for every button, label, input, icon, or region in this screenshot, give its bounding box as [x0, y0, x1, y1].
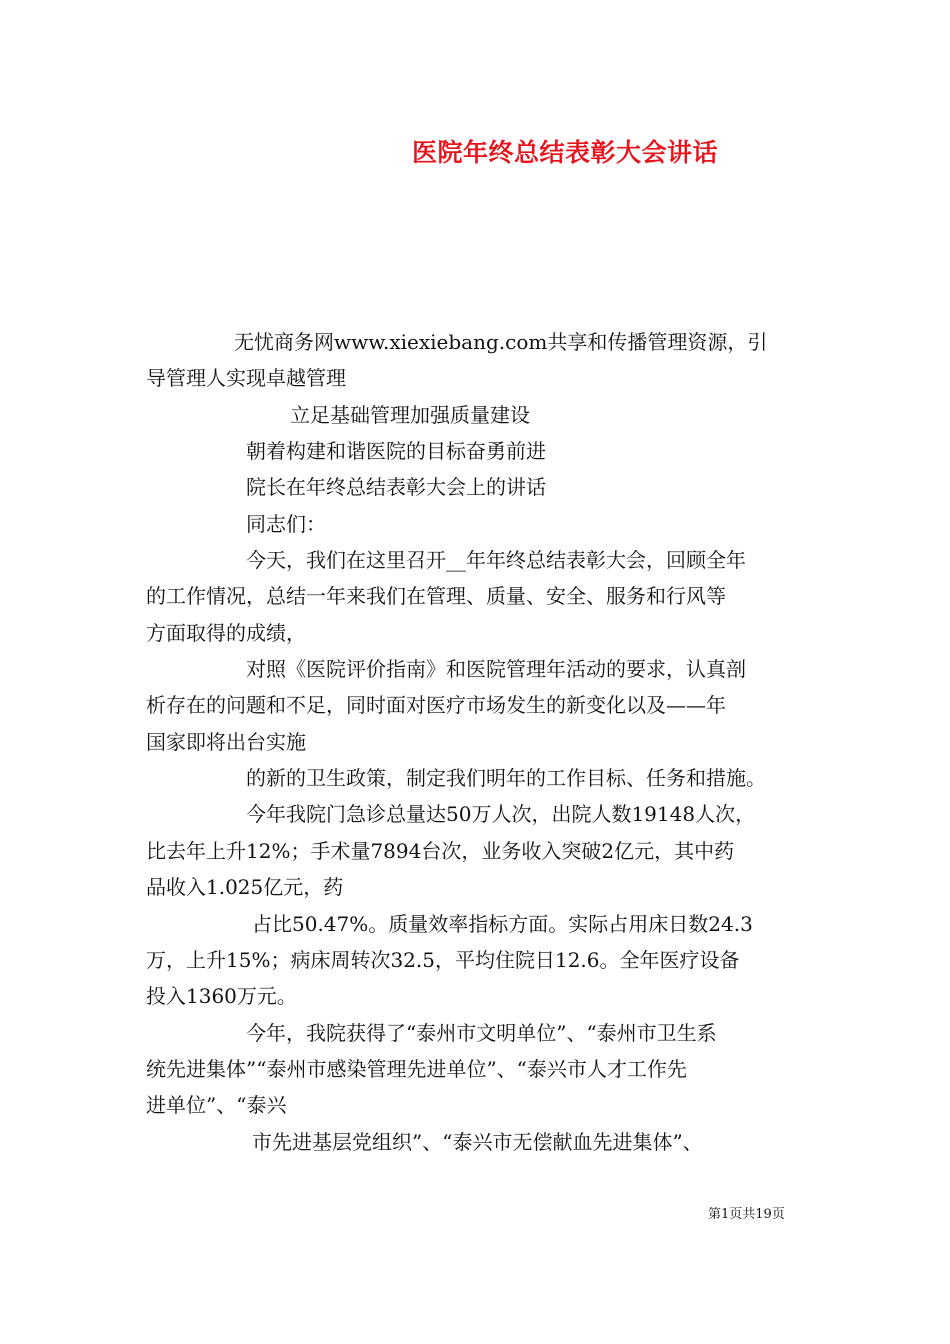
- body-line: 方面取得的成绩，: [146, 621, 306, 645]
- page-number: 第1页共19页: [708, 1207, 785, 1222]
- body-line: 统先进集体”“泰州市感染管理先进单位”、“泰兴市人才工作先: [146, 1057, 687, 1081]
- body-line: 今年，我院获得了“泰州市文明单位”、“泰州市卫生系: [246, 1021, 717, 1045]
- body-line: 进单位”、“泰兴: [146, 1093, 287, 1117]
- body-line: 析存在的问题和不足，同时面对医疗市场发生的新变化以及——年: [146, 693, 726, 717]
- body-line: 市先进基层党组织”、“泰兴市无偿献血先进集体”、: [252, 1130, 703, 1154]
- body-line: 今天，我们在这里召开__年年终总结表彰大会，回顾全年: [246, 548, 746, 572]
- body-line: 的新的卫生政策，制定我们明年的工作目标、任务和措施。: [246, 766, 766, 790]
- body-line: 比去年上升12%；手术量7894台次，业务收入突破2亿元，其中药: [146, 839, 735, 863]
- body-line: 万，上升15%；病床周转次32.5，平均住院日12.6。全年医疗设备: [146, 948, 740, 972]
- body-line: 投入1360万元。: [146, 984, 297, 1008]
- body-line: 朝着构建和谐医院的目标奋勇前进: [246, 439, 546, 463]
- body-line: 国家即将出台实施: [146, 730, 306, 754]
- body-line: 今年我院门急诊总量达50万人次，出院人数19148人次，: [246, 802, 756, 826]
- document-title: 医院年终总结表彰大会讲话: [412, 138, 719, 167]
- body-line: 的工作情况，总结一年来我们在管理、质量、安全、服务和行风等: [146, 584, 726, 608]
- body-line: 对照《医院评价指南》和医院管理年活动的要求，认真剖: [246, 657, 746, 681]
- body-line: 导管理人实现卓越管理: [146, 366, 346, 390]
- body-line: 同志们：: [246, 512, 326, 536]
- body-line: 立足基础管理加强质量建设: [290, 403, 530, 427]
- body-line: 无忧商务网www.xiexiebang.com共享和传播管理资源，引: [234, 330, 768, 354]
- body-line: 院长在年终总结表彰大会上的讲话: [246, 475, 546, 499]
- body-line: 占比50.47%。质量效率指标方面。实际占用床日数24.3: [252, 912, 753, 936]
- body-line: 品收入1.025亿元，药: [146, 875, 344, 899]
